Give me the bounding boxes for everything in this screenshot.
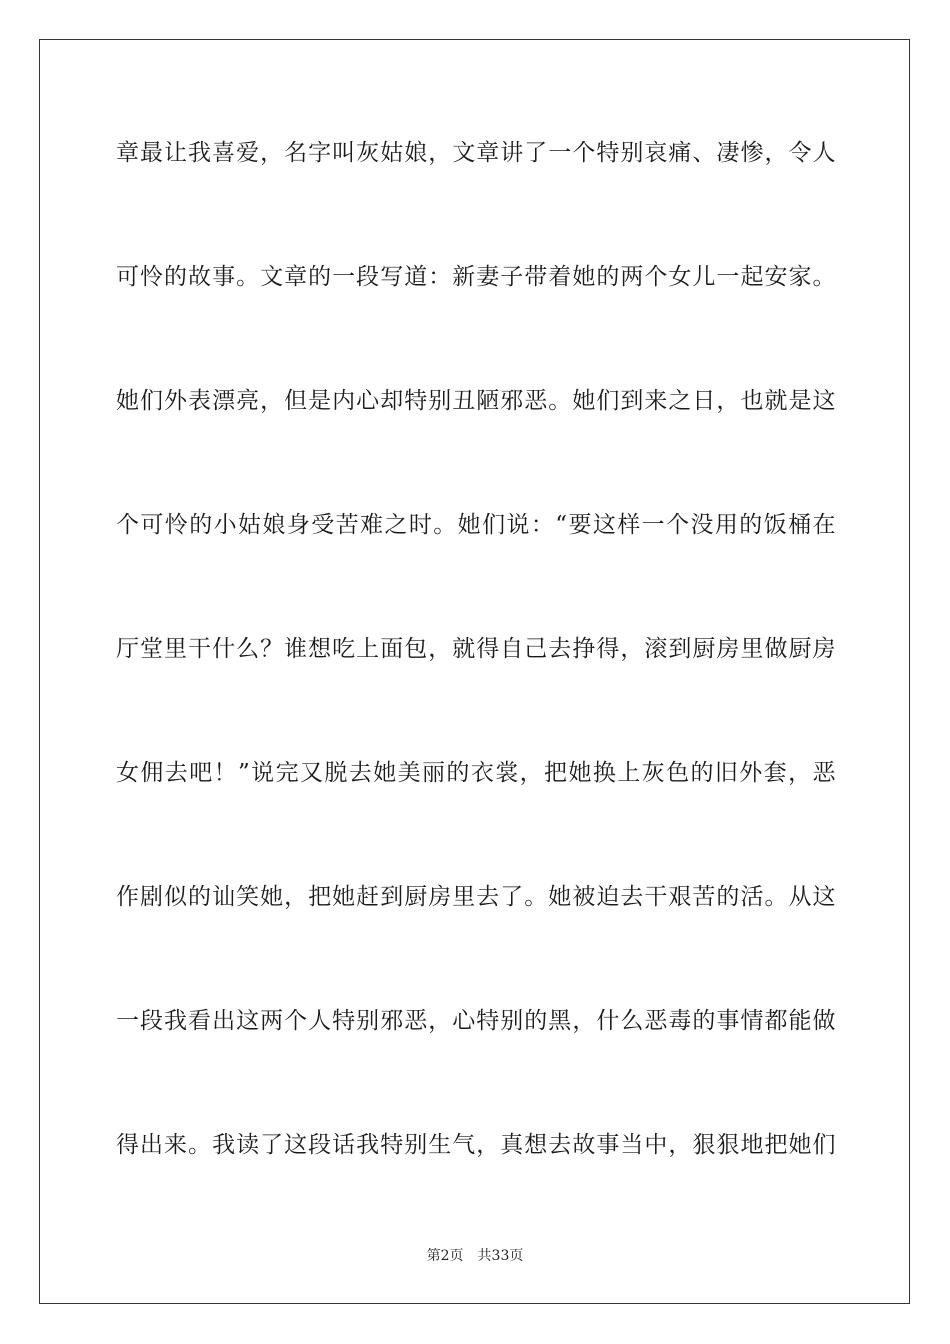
text-line: 得出来。我读了这段话我特别生气，真想去故事当中，狠狠地把她们 [116,1132,836,1158]
page-number: 第2页 [426,1248,464,1264]
text-line: 女佣去吧！”说完又脱去她美丽的衣裳，把她换上灰色的旧外套，恶 [116,760,836,786]
text-line: 她们外表漂亮，但是内心却特别丑陋邪恶。她们到来之日，也就是这 [116,388,836,414]
text-line: 个可怜的小姑娘身受苦难之时。她们说：“要这样一个没用的饭桶在 [116,512,836,538]
text-line: 可怜的故事。文章的一段写道：新妻子带着她的两个女儿一起安家。 [116,264,836,290]
page-total: 共33页 [477,1248,524,1264]
text-line: 厅堂里干什么？谁想吃上面包，就得自己去挣得，滚到厨房里做厨房 [116,636,836,662]
page-footer [0,1245,950,1265]
text-line: 一段我看出这两个人特别邪恶，心特别的黑，什么恶毒的事情都能做 [116,1008,836,1034]
text-line: 章最让我喜爱，名字叫灰姑娘，文章讲了一个特别哀痛、凄惨，令人 [116,140,836,166]
body-text [116,125,836,1241]
text-line: 作剧似的讪笑她，把她赶到厨房里去了。她被迫去干艰苦的活。从这 [116,884,836,910]
